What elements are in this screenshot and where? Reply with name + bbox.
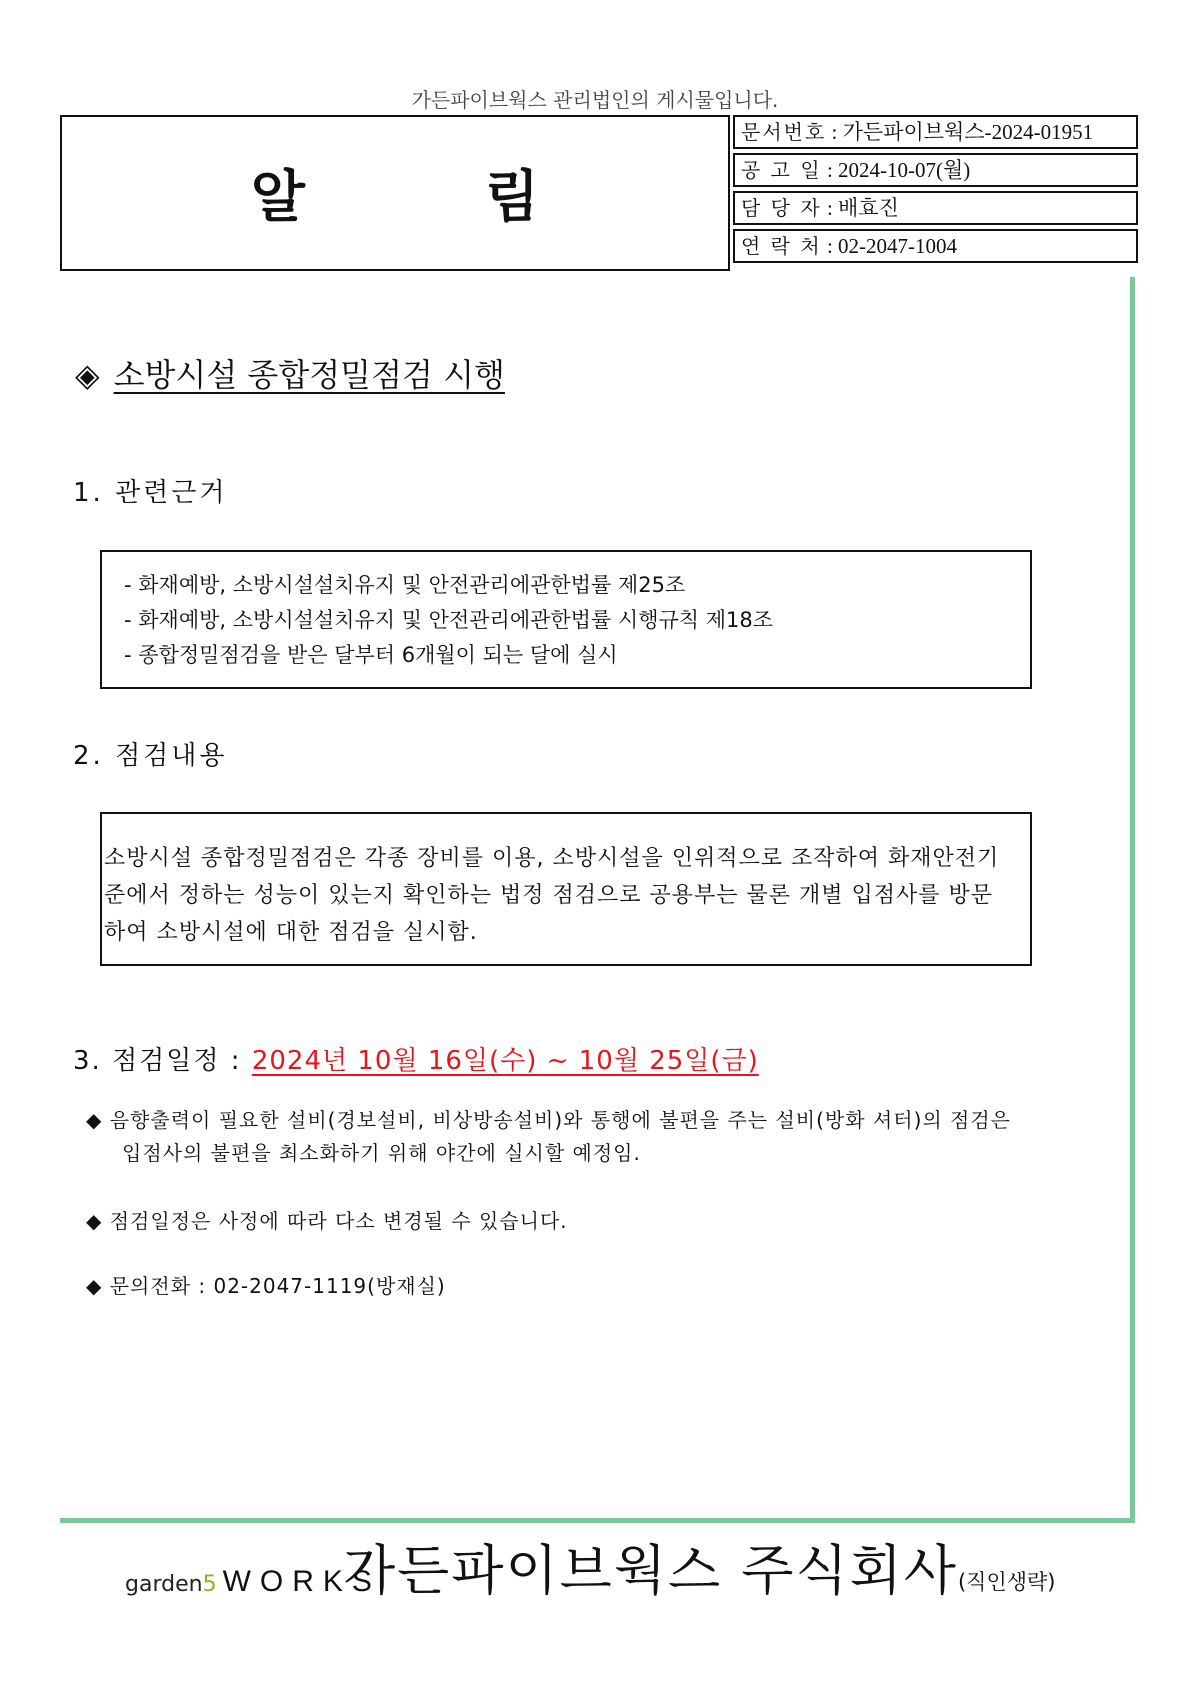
company-name — [343, 1528, 1056, 1605]
note-1 — [86, 1104, 1011, 1170]
green-border-right — [1130, 277, 1135, 1523]
content-line: 하여 소방시설에 대한 점검을 실시함. — [104, 920, 478, 945]
headline — [75, 350, 505, 396]
doc-number-label: 문서번호 — [741, 120, 827, 144]
manager-row — [733, 191, 1138, 225]
doc-number-value: : 가든파이브웍스-2024-01951 — [826, 120, 1094, 144]
logo-garden-text: garden — [125, 1572, 203, 1597]
schedule — [73, 1040, 759, 1077]
legal-basis-box — [100, 550, 1032, 689]
manager-label: 담 당 자 — [741, 196, 822, 220]
contact-label: 연 락 처 — [741, 234, 822, 258]
notice-date-row — [733, 153, 1138, 187]
note-3: ◆ 문의전화 : 02-2047-1119(방재실) — [86, 1274, 446, 1298]
logo-works-text: WORKS — [222, 1565, 381, 1598]
headline-text: 소방시설 종합정밀점검 시행 — [113, 356, 505, 394]
seal-note: (직인생략) — [957, 1570, 1056, 1594]
content-line: 준에서 정하는 성능이 있는지 확인하는 법정 점검으로 공용부는 물론 개별 입점사를 방문 — [104, 883, 993, 908]
inspection-period: 2024년 10월 16일(수) ~ 10월 25일(금) — [251, 1046, 759, 1076]
section2-title: 2. 점검내용 — [73, 741, 228, 771]
inspection-content-box — [100, 812, 1032, 966]
diamond-icon: ◈ — [75, 356, 100, 394]
green-border-bottom — [60, 1518, 1135, 1523]
logo-five-text: 5 — [202, 1572, 217, 1597]
content-line: 소방시설 종합정밀점검은 각종 장비를 이용, 소방시설을 인위적으로 조작하여 화재안전기 — [104, 846, 1000, 871]
doc-number-row — [733, 115, 1138, 149]
note-1-line-1: ◆ 음향출력이 필요한 설비(경보설비, 비상방송설비)와 통행에 불편을 주는 설비(방화 셔터)의 점검은 — [86, 1108, 1012, 1132]
title-box — [60, 115, 730, 271]
contact-value: : 02-2047-1004 — [821, 234, 958, 258]
company-name-text: 가든파이브웍스 주식회사 — [343, 1539, 958, 1602]
section1-title: 1. 관련근거 — [73, 478, 228, 508]
note-1-line-2: 입점사의 불편을 최소화하기 위해 야간에 실시할 예정임. — [122, 1141, 641, 1165]
note-2: ◆ 점검일정은 사정에 따라 다소 변경될 수 있습니다. — [86, 1209, 568, 1233]
page-title: 알림 — [250, 165, 720, 230]
section3-title: 3. 점검일정 : — [73, 1046, 252, 1076]
list-item: - 화재예방, 소방시설설치유지 및 안전관리에관한법률 시행규칙 제18조 — [124, 608, 774, 632]
list-item: - 화재예방, 소방시설설치유지 및 안전관리에관한법률 제25조 — [124, 573, 686, 597]
notice-date-label: 공 고 일 — [741, 158, 822, 182]
list-item: - 종합정밀점검을 받은 달부터 6개월이 되는 달에 실시 — [124, 643, 618, 667]
manager-value: : 배효진 — [821, 196, 899, 220]
contact-row — [733, 229, 1138, 263]
notice-date-value: : 2024-10-07(월) — [821, 158, 971, 182]
board-notice: 가든파이브웍스 관리법인의 게시물입니다. — [411, 88, 779, 112]
